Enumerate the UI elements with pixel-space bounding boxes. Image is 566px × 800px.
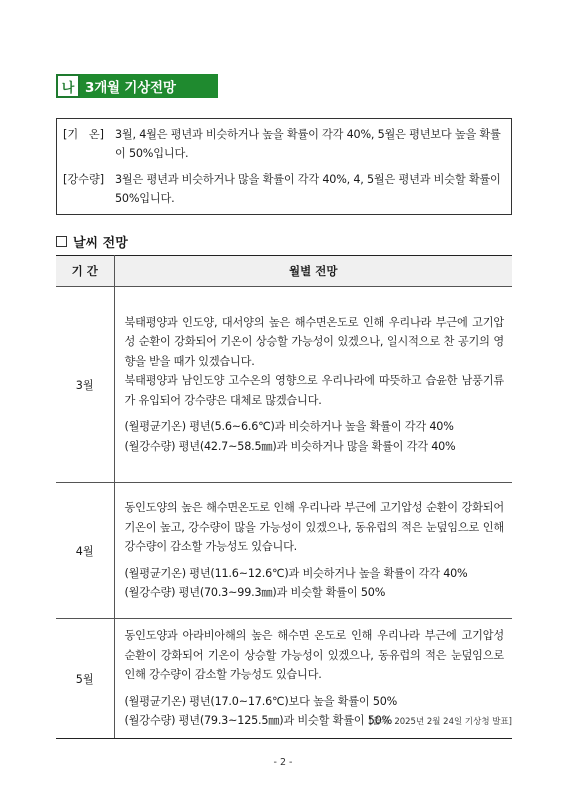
- probability-temperature: (월평균기온) 평년(5.6~6.6℃)과 비슷하거나 높을 확률이 각각 40%: [124, 420, 454, 434]
- outlook-table: [56, 255, 512, 739]
- summary-row-temperature: [63, 125, 503, 163]
- subheading: [56, 232, 128, 251]
- subheading-text: 날씨 전망: [73, 236, 128, 251]
- summary-label: [강수량]: [63, 173, 105, 186]
- section-badge: 나: [56, 74, 80, 98]
- probability-precipitation: (월강수량) 평년(79.3~125.5㎜)과 비슷할 확률이 50%: [124, 714, 393, 728]
- page-number: - 2 -: [273, 757, 293, 768]
- probability-block: [125, 417, 505, 456]
- summary-text: 3월, 4월은 평년과 비슷하거나 높을 확률이 각각 40%, 5월은 평년보다 높을 확률이 50%입니다.: [115, 128, 501, 160]
- summary-label: [기 온]: [63, 128, 105, 141]
- period-cell: 3월: [56, 287, 114, 483]
- outlook-paragraph: 북태평양과 남인도양 고수온의 영향으로 우리나라에 따뜻하고 습윤한 남풍기류가 유입되어 강수량은 대체로 많겠습니다.: [124, 374, 504, 407]
- summary-text: 3월은 평년과 비슷하거나 많을 확률이 각각 40%, 4, 5월은 평년과 비슷할 확률이 50%입니다.: [115, 173, 501, 205]
- column-header-period: 기 간: [56, 256, 114, 287]
- probability-temperature: (월평균기온) 평년(17.0~17.6℃)보다 높을 확률이 50%: [124, 694, 398, 708]
- table-row: [56, 483, 512, 619]
- outlook-paragraph: 동인도양의 높은 해수면온도로 인해 우리나라 부근에 고기압성 순환이 강화되어 기온이 높고, 강수량이 많을 가능성이 있겠으나, 동유럽의 적은 눈덮임으로 인해 강수량이 감소할 가능성도 있습니다.: [124, 501, 504, 554]
- outlook-cell: [114, 287, 512, 483]
- probability-block: [125, 564, 505, 603]
- period-cell: 4월: [56, 483, 114, 619]
- probability-precipitation: (월강수량) 평년(42.7~58.5㎜)과 비슷하거나 많을 확률이 각각 40%: [124, 439, 456, 453]
- summary-box: [56, 118, 512, 215]
- probability-precipitation: (월강수량) 평년(70.3~99.3㎜)과 비슷할 확률이 50%: [124, 586, 386, 600]
- checkbox-icon: [56, 236, 67, 247]
- period-cell: 5월: [56, 619, 114, 739]
- section-title: 3개월 기상전망: [80, 74, 218, 98]
- column-header-outlook: 월별 전망: [114, 256, 512, 287]
- section-header: [56, 74, 218, 98]
- table-row: [56, 287, 512, 483]
- probability-temperature: (월평균기온) 평년(11.6~12.6℃)과 비슷하거나 높을 확률이 각각 40%: [124, 566, 468, 580]
- summary-row-precipitation: [63, 170, 503, 208]
- outlook-paragraph: 동인도양과 아라비아해의 높은 해수면 온도로 인해 우리나라 부근에 고기압성 순환이 강화되어 기온이 상승할 가능성이 있겠으나, 동유럽의 적은 눈덮임으로 인해 강수량이 감소할 가능성도 있습니다.: [124, 629, 504, 682]
- outlook-paragraph: 북태평양과 인도양, 대서양의 높은 해수면온도로 인해 우리나라 부근에 고기압성 순환이 강화되어 기온이 상승할 가능성이 있겠으나, 일시적으로 찬 공기의 영향을 받을 때가 있겠습니다.: [124, 315, 504, 368]
- source-note: [출처: 2025년 2월 24일 기상청 발표]: [369, 717, 512, 727]
- table-header-row: [56, 256, 512, 287]
- outlook-cell: [114, 483, 512, 619]
